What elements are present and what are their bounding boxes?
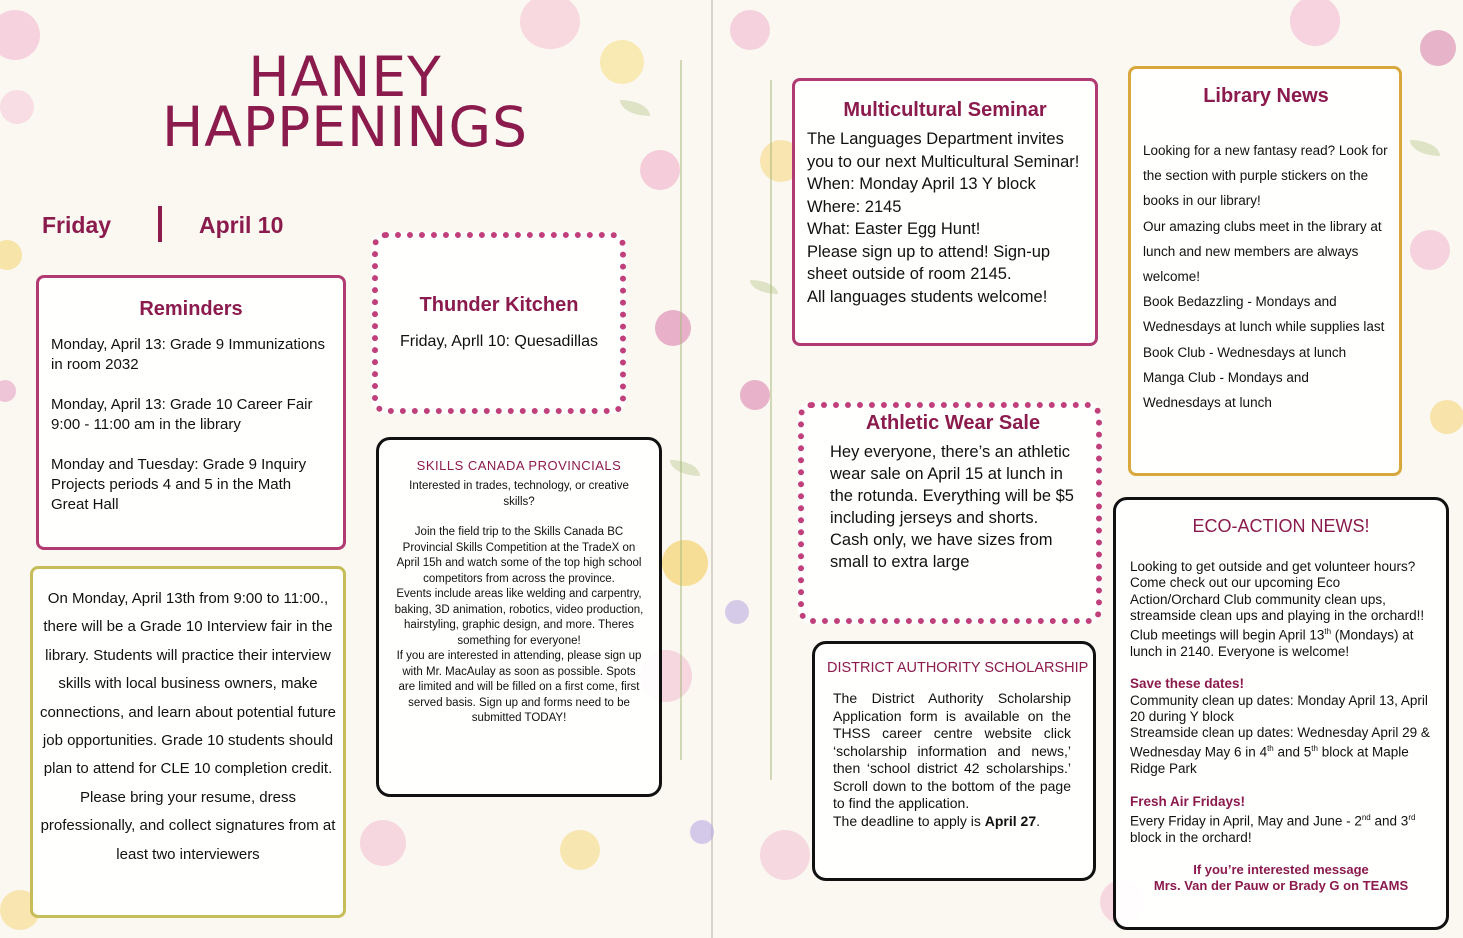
pink-flower-decoration [730,10,770,50]
multicultural-line: What: Easter Egg Hunt! [807,220,981,238]
library-item: Manga Club - Mondays and Wednesdays at lunch [1143,369,1309,411]
date-day: Friday [42,212,112,238]
pink-flower-decoration [640,150,680,190]
scholarship-heading: DISTRICT AUTHORITY SCHOLARSHIP [827,660,1089,676]
athletic-wear-sale-box [798,402,1102,624]
pink-flower-decoration [0,10,40,60]
interview-fair-box [30,566,346,918]
thunder-kitchen-heading: Thunder Kitchen [419,294,579,316]
title-line-2: HAPPENINGS [161,95,529,159]
multicultural-line: When: Monday April 13 Y block [807,175,1036,193]
eco-contact-line: If you’re interested message [1193,861,1369,877]
multicultural-line: Where: 2145 [807,197,902,216]
magenta-flower-decoration [740,380,770,410]
library-item: Our amazing clubs meet in the library at lunch and new members are always welcome! [1143,218,1382,285]
pink-flower-decoration [360,820,406,866]
deadline-prefix: The deadline to apply is [833,812,985,829]
leaf-decoration [750,280,778,294]
stem-decoration [680,60,682,760]
eco-meet-sup: th [1324,627,1332,637]
yellow-flower-decoration [600,40,644,84]
leaf-decoration [670,460,700,476]
leaf-decoration [1410,140,1440,156]
yellow-flower-decoration [662,540,708,586]
date-separator [158,206,162,242]
eco-streamside-dates [1130,725,1432,777]
library-item: Book Bedazzling - Mondays and Wednesdays at lunch while supplies last [1143,294,1385,335]
purple-flower-decoration [725,600,749,624]
eco-fresh-sup: nd [1361,812,1371,822]
skills-canada-box [376,437,662,797]
skills-canada-body: Join the field trip to the Skills Canada BC Provincial Skills Competition at the TradeX on April 15h and watch some of the top high school competitors from across the province. [396,526,642,585]
reminders-box [36,275,346,550]
magenta-flower-decoration [1420,30,1456,66]
reminder-item: Monday and Tuesday: Grade 9 Inquiry Projects periods 4 and 5 in the Math Great Hall [51,456,307,513]
eco-stream-text: block at Maple Ridge Park [1130,744,1409,777]
newsletter-title [150,45,540,159]
eco-meet-text: Club meetings will begin April 13 [1130,627,1325,643]
pink-flower-decoration [760,830,810,880]
library-news-box [1128,66,1402,476]
eco-fresh-part: and 3 [1370,813,1409,829]
multicultural-line: All languages students welcome! [807,287,1048,306]
yellow-flower-decoration [0,240,22,270]
magenta-flower-decoration [655,310,691,346]
deadline-suffix: . [1036,812,1041,829]
title-line-1: HANEY [248,45,442,109]
eco-save-heading: Save these dates! [1130,676,1245,692]
scholarship-box [812,641,1096,881]
multicultural-heading: Multicultural Seminar [843,99,1047,121]
skills-canada-intro: Interested in trades, technology, or creative skills? [409,480,629,508]
purple-flower-decoration [690,820,714,844]
eco-community-dates: Community clean up dates: Monday April 13, April 20 during Y block [1130,692,1428,724]
yellow-flower-decoration [560,830,600,870]
deadline-date: April 27 [984,812,1037,829]
pink-flower-decoration [0,90,34,124]
eco-meet-text-end: (Mondays) at lunch in 2140. Everyone is welcome! [1130,627,1414,659]
eco-fresh-heading: Fresh Air Fridays! [1130,793,1246,809]
thunder-kitchen-box [372,232,626,414]
eco-fresh-part: block in the orchard! [1130,829,1252,845]
stem-decoration [770,80,772,780]
athletic-heading: Athletic Wear Sale [865,412,1041,434]
library-item: Book Club - Wednesdays at lunch [1143,344,1347,360]
eco-stream-sup: th [1311,744,1318,754]
athletic-text: Hey everyone, there’s an athletic wear sale on April 15 at lunch in the rotunda. Everything will be $5 including jerseys and shorts. Cash only, we have sizes from small to extra large [830,443,1074,571]
scholarship-text: The District Authority Scholarship Application form is available on the THSS career centre website click ‘scholarship information and news,’ then ‘school district 42 scholarships.’ Scroll down to the bottom of the page to find the application. [833,690,1071,811]
reminder-item: Monday, April 13: Grade 9 Immunizations in room 2032 [51,336,326,373]
reminders-heading: Reminders [139,298,243,320]
skills-canada-signup: If you are interested in attending, please sign up with Mr. MacAulay as soon as possible. Spots are limited and will be filled on a first come, first served basis. Sign up and forms need to be submitted TODAY! [396,650,642,724]
pink-flower-decoration [520,0,580,49]
pink-flower-decoration [1290,0,1340,46]
eco-intro-question: Looking to get outside and get volunteer hours? [1130,559,1416,574]
eco-stream-text: and 5 [1273,744,1312,760]
thunder-kitchen-menu: Friday, Aprll 10: Quesadillas [399,333,598,350]
eco-fresh-text [1130,810,1432,846]
eco-stream-text: Streamside clean up dates: Wednesday April 29 & Wednesday May 6 in 4 [1130,725,1430,760]
eco-intro-cleanups: Come check out our upcoming Eco Action/Orchard Club community clean ups, streamside clean ups and playing in the orchard!! [1130,575,1425,623]
pink-flower-decoration [0,380,16,402]
leaf-decoration [620,100,650,116]
yellow-flower-decoration [1430,400,1463,434]
reminder-item: Monday, April 13: Grade 10 Career Fair 9:00 - 11:00 am in the library [51,396,313,433]
interview-fair-text: On Monday, April 13th from 9:00 to 11:00., there will be a Grade 10 Interview fair in the library. Students will practice their interview skills with local business owners, make connections, and learn about potential future job opportunities. Grade 10 students should plan to attend for CLE 10 completion credit. Please bring your resume, dress professionally, and collect signatures from at least two interviewers [39,590,337,863]
skills-canada-heading: SKILLS CANADA PROVINCIALS [416,458,622,473]
eco-fresh-part: Every Friday in April, May and June - 2 [1130,813,1362,829]
eco-heading: ECO-ACTION NEWS! [1192,516,1370,536]
eco-contact-names: Mrs. Van der Pauw or Brady G on TEAMS [1153,878,1409,894]
skills-canada-events: Events include areas like welding and carpentry, baking, 3D animation, robotics, video production, hairstyling, graphic design, and more. Theres something for everyone! [394,588,644,647]
scholarship-deadline [833,813,1071,831]
pink-flower-decoration [1410,230,1450,270]
date-month-day: April 10 [199,212,284,238]
page-fold-divider [711,0,713,938]
eco-fresh-sup: rd [1408,812,1416,822]
eco-club-meetings [1130,624,1432,660]
multicultural-line: Please sign up to attend! Sign-up sheet outside of room 2145. [807,242,1051,283]
eco-action-box [1113,497,1449,930]
eco-stream-sup: th [1267,744,1274,754]
library-heading: Library News [1203,85,1329,107]
library-item: Looking for a new fantasy read? Look for the section with purple stickers on the books in our library! [1143,143,1388,209]
multicultural-line: The Languages Department invites you to our next Multicultural Seminar! [807,130,1080,171]
multicultural-seminar-box [792,78,1098,346]
